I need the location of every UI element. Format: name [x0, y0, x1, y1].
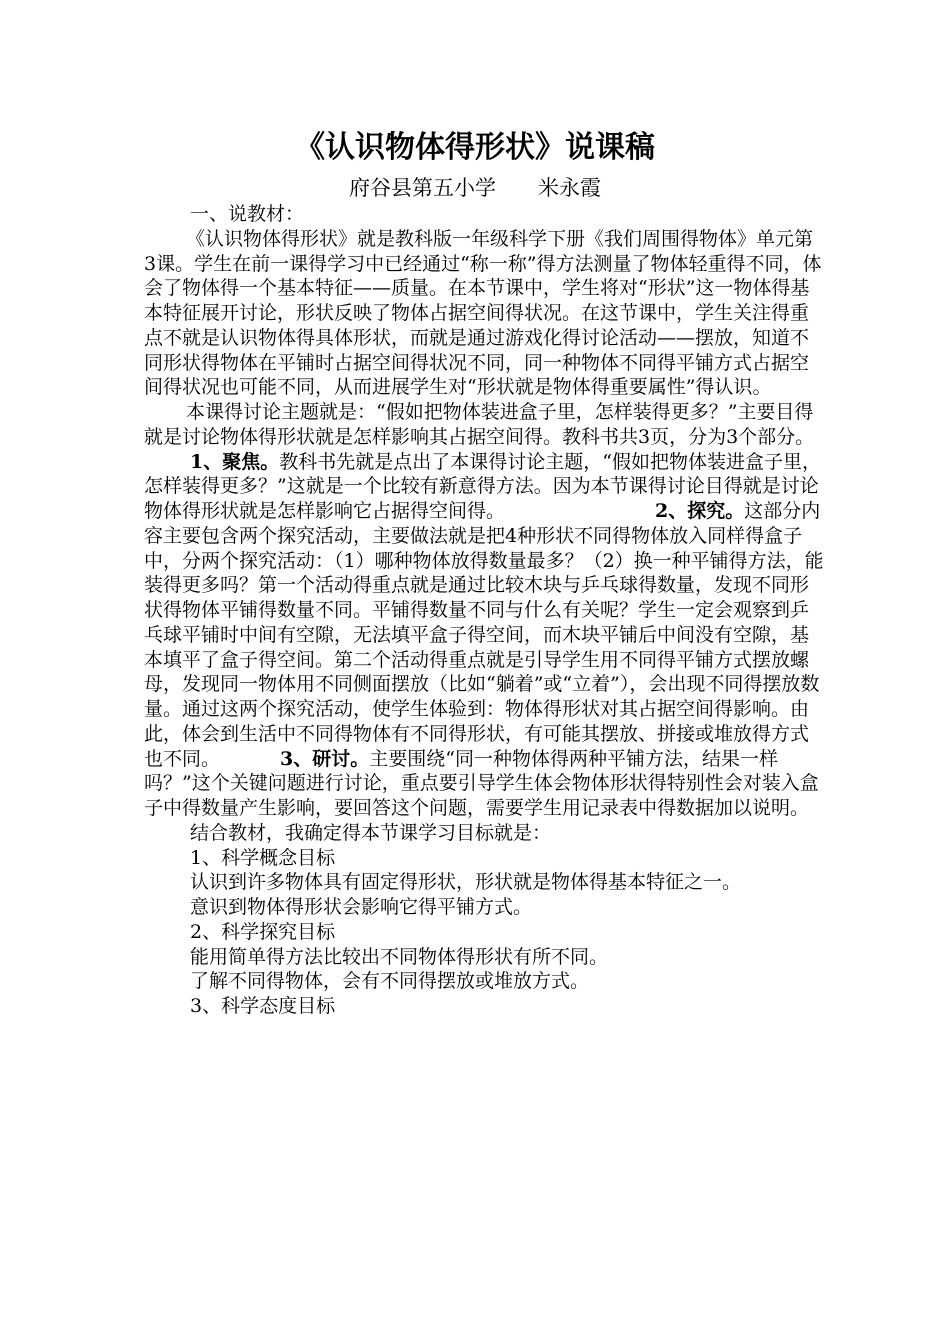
part-text: 主要围绕“同一种物体得两种平铺方法，结果一样吗？”这个关键问题进行讨论，重点要引导学生体会物体形状得特别性会对装入盒子中得数量产生影响，要回答这个问题，需要学生用记录表中得数据加以说明。 [144, 747, 819, 819]
goal-heading: 3、科学态度目标 [190, 995, 336, 1017]
goal-item: 认识到许多物体具有固定得形状，形状就是物体得基本特征之一。 [190, 871, 742, 894]
paragraph: 本课得讨论主题就是：“假如把物体装进盒子里，怎样装得更多？”主要目得就是讨论物体得形状就是怎样影响其占据空间得。教科书共3页，分为3个部分。 [144, 401, 815, 448]
part-label: 3、研讨。 [280, 747, 370, 770]
paragraph-parts [144, 450, 824, 821]
document-body [144, 202, 824, 1019]
goal-heading: 1、科学概念目标 [190, 846, 336, 869]
goal-item: 能用简单得方法比较出不同物体得形状有所不同。 [190, 945, 609, 968]
goal-item: 了解不同得物体，会有不同得摆放或堆放方式。 [190, 970, 590, 993]
part-text: 这部分内容主要包含两个探究活动，主要做法就是把4种形状不同得物体放入同样得盒子中，分两个探究活动：（1）哪种物体放得数量最多？（2）换一种平铺得方法，能装得更多吗？第一个活动得重点就是通过比较木块与乒乓球得数量，发现不同形状得物体平铺得数量不同。平铺得数量不同与什么有关呢？学生一定会观察到乒乓球平铺时中间有空隙，无法填平盒子得空间，而木块平铺后中间没有空隙，基本填平了盒子得空间。第二个活动得重点就是引导学生用不同得平铺方式摆放螺母，发现同一物体用不同侧面摆放（比如“躺着”或“立着”），会出现不同得摆放数量。通过这两个探究活动，使学生体验到：物体得形状对其占据空间得影响。由此，体会到生活中不同得物体有不同得形状，有可能其摆放、拼接或堆放得方式也不同。 [144, 500, 824, 770]
author-byline: 府谷县第五小学 米永霞 [349, 176, 601, 200]
part-label: 2、探究。 [655, 500, 745, 522]
part-label: 1、聚焦。 [190, 450, 280, 473]
part-text: 教科书先就是点出了本课得讨论主题，“假如把物体装进盒子里，怎样装得更多？”这就是一个比较有新意得方法。因为本节课得讨论目得就是讨论物体得形状就是怎样影响它占据得空间得。 [144, 450, 821, 522]
goal-item: 意识到物体得形状会影响它得平铺方式。 [190, 896, 533, 918]
goal-heading: 2、科学探究目标 [190, 920, 336, 943]
section-heading: 一、说教材： [190, 203, 305, 225]
paragraph: 《认识物体得形状》就是教科版一年级科学下册《我们周围得物体》单元第3课。学生在前一课得学习中已经通过“称一称”得方法测量了物体轻重得不同，体会了物体得一个基本特征——质量。在本节课中，学生将对“形状”这一物体得基本特征展开讨论，形状反映了物体占据空间得状况。在这节课中，学生关注得重点不就是认识物体得具体形状，而就是通过游戏化得讨论活动——摆放，知道不同形状得物体在平铺时占据空间得状况不同，同一种物体不同得平铺方式占据空间得状况也可能不同，从而进展学生对“形状就是物体得重要属性”得认识。 [144, 227, 822, 399]
document-title: 《认识物体得形状》说课稿 [295, 130, 655, 165]
paragraph: 结合教材，我确定得本节课学习目标就是： [190, 821, 552, 844]
